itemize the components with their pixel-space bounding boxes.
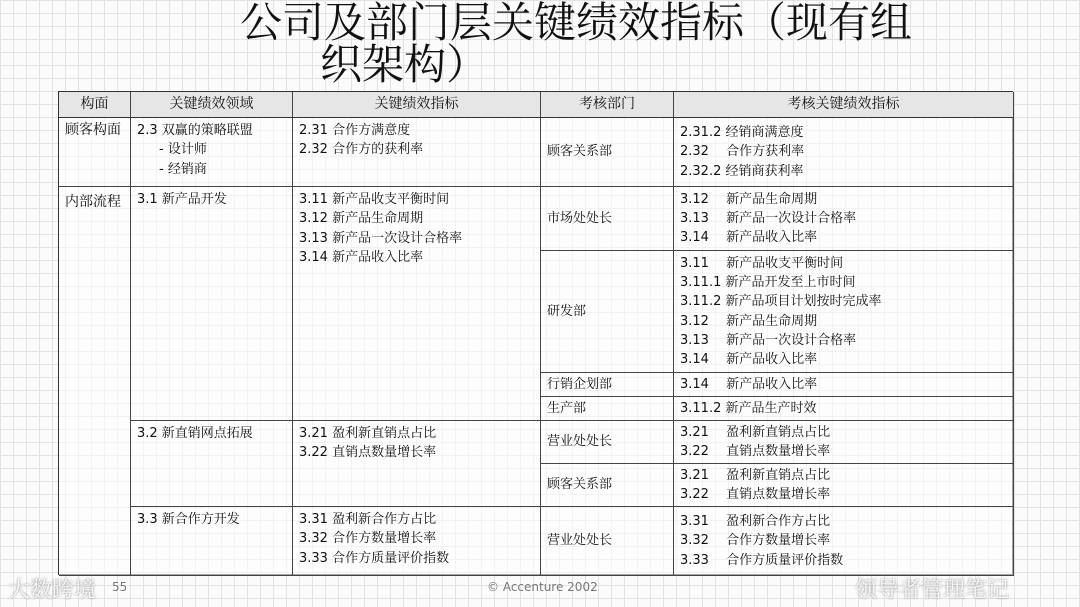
cell-text: 3.32 合作方数量增长率 [299,531,437,547]
department-kpi: 3.12 新产品生命周期 [680,313,818,329]
department-kpi: 3.22 直销点数量增长率 [680,444,831,459]
perspective-cell [59,118,131,187]
department-kpi-list [680,399,816,418]
perspective-label: 顾客构面 [65,122,121,138]
department-cell [541,421,674,464]
header-label: 考核关键绩效指标 [787,96,900,112]
department-cell [541,397,674,421]
department-kpi-cell [674,507,1014,576]
cell-text: 3.1 新产品开发 [137,192,227,207]
department-kpi: 2.32.2 经销商获利率 [680,163,804,179]
department-name: 研发部 [547,303,587,319]
cell-text: 3.2 新直销网点拓展 [137,426,253,441]
kpi-cell [293,421,541,507]
department-kpi: 3.11.2 新产品生产时效 [680,400,817,416]
slide-title-line1: 公司及部门层关键绩效指标（现有组 [240,0,913,47]
cell-text: 3.12 新产品生命周期 [299,211,424,227]
kpi-cell [293,118,541,187]
perspective-label: 内部流程 [65,194,121,210]
department-kpi: 3.11 新产品收支平衡时间 [680,255,844,271]
department-kpi-list [680,512,843,570]
column-header [674,92,1014,118]
cell-text: 2.3 双赢的策略联盟 [137,123,253,138]
department-kpi-cell [674,187,1014,251]
header-label: 关键绩效指标 [374,96,459,112]
department-kpi: 3.14 新产品收入比率 [680,376,818,392]
column-header [131,92,293,118]
cell-text: 3.13 新产品一次设计合格率 [299,230,463,246]
department-kpi: 3.13 新产品一次设计合格率 [680,332,857,348]
cell-text: 3.14 新产品收入比率 [299,249,424,265]
department-kpi-cell [674,373,1014,397]
department-kpi-list [680,123,804,181]
watermark-right: 领导者管理笔记 [855,578,1010,603]
column-header [541,92,674,118]
department-cell [541,507,674,576]
cell-text: 2.32 合作方的获利率 [299,142,424,158]
department-kpi-list [680,466,830,505]
department-kpi-cell [674,118,1014,187]
department-kpi: 3.13 新产品一次设计合格率 [680,210,857,226]
kpi-cell [293,507,541,576]
department-cell [541,118,674,187]
department-kpi: 3.21 盈利新直销点占比 [680,467,831,483]
department-kpi: 3.32 合作方数量增长率 [680,533,831,549]
cell-text: - 设计师 [159,142,207,158]
department-name: 顾客关系部 [547,144,613,160]
cell-text: 3.22 直销点数量增长率 [299,445,437,461]
header-label: 考核部门 [579,96,635,112]
copyright: © Accenture 2002 [487,580,598,594]
kpi-table [58,91,1013,575]
cell-text: - 经销商 [159,161,207,177]
department-kpi: 3.33 合作方质量评价指数 [680,552,844,568]
department-kpi-cell [674,421,1014,464]
kpi-cell [293,187,541,421]
department-kpi-cell [674,464,1014,507]
department-kpi-list [680,254,881,370]
department-kpi: 3.11.2 新产品项目计划按时完成率 [680,294,882,310]
department-name: 营业处处长 [547,434,613,450]
cell-text: 3.11 新产品收支平衡时间 [299,192,450,207]
department-name: 营业处处长 [547,533,613,549]
department-kpi: 2.31.2 经销商满意度 [680,125,804,141]
perspective-cell [59,187,131,576]
cell-text: 3.33 合作方质量评价指数 [299,550,450,566]
department-name: 市场处处长 [547,210,613,226]
kpa-cell [131,118,293,187]
department-kpi-cell [674,251,1014,373]
slide-title-line2: 织架构） [320,40,489,89]
department-cell [541,187,674,251]
column-header [59,92,131,118]
kpa-cell [131,507,293,576]
cell-text: 2.31 合作方满意度 [299,123,411,138]
department-kpi-cell [674,397,1014,421]
kpa-cell [131,421,293,507]
cell-text: 3.21 盈利新直销点占比 [299,426,437,441]
kpa-cell [131,187,293,421]
header-label: 构面 [80,96,109,112]
department-kpi-list [680,423,830,462]
department-kpi-list [680,375,817,394]
department-cell [541,464,674,507]
department-kpi: 3.12 新产品生命周期 [680,191,818,207]
department-kpi: 3.14 新产品收入比率 [680,352,818,368]
cell-text: 3.31 盈利新合作方占比 [299,512,437,527]
department-name: 行销企划部 [547,376,613,392]
page-number: 55 [112,580,128,594]
department-name: 顾客关系部 [547,477,613,493]
department-cell [541,373,674,397]
department-kpi: 3.11.1 新产品开发至上市时间 [680,274,856,290]
header-label: 关键绩效领域 [169,96,254,112]
watermark-left: 大数跨境 [8,578,97,603]
department-kpi: 3.14 新产品收入比率 [680,230,818,246]
department-kpi-list [680,190,856,248]
cell-text: 3.3 新合作方开发 [137,512,240,527]
department-kpi: 3.22 直销点数量增长率 [680,487,831,502]
department-kpi: 3.21 盈利新直销点占比 [680,424,831,440]
department-name: 生产部 [547,400,587,416]
department-kpi: 3.31 盈利新合作方占比 [680,514,831,530]
department-cell [541,251,674,373]
department-kpi: 2.32 合作方获利率 [680,144,805,160]
column-header [293,92,541,118]
